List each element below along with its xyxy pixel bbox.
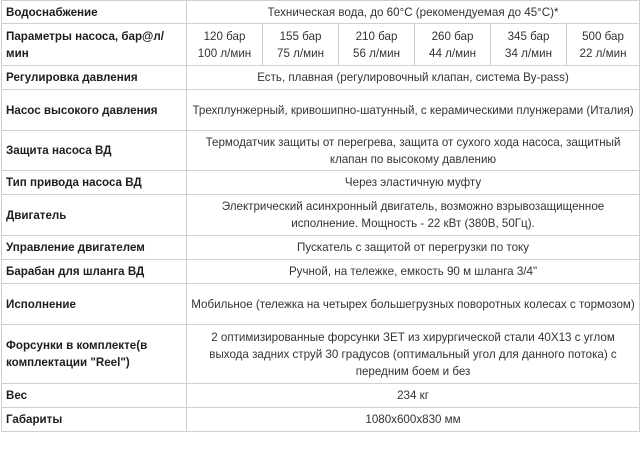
row-label: Форсунки в комплекте(в комплектации "Reel") xyxy=(2,325,187,384)
row-value: Есть, плавная (регулировочный клапан, система By-pass) xyxy=(187,66,640,90)
row-value: Мобильное (тележка на четырех большегрузных поворотных колесах с тормозом) xyxy=(187,284,640,325)
row-value: 2 оптимизированные форсунки ЗЕТ из хирургической стали 40X13 с углом выхода задних струй 30 градусов (оптимальный угол для данного потока) с передним боем и без xyxy=(187,325,640,384)
flow-value: 56 л/мин xyxy=(353,46,400,60)
row-value: Ручной, на тележке, емкость 90 м шланга 3/4" xyxy=(187,260,640,284)
table-row xyxy=(2,236,640,260)
row-label: Габариты xyxy=(2,408,187,432)
row-label: Вес xyxy=(2,384,187,408)
flow-value: 44 л/мин xyxy=(429,46,476,60)
pump-param-cell xyxy=(187,24,263,66)
flow-value: 75 л/мин xyxy=(277,46,324,60)
row-value: Термодатчик защиты от перегрева, защита от сухого хода насоса, защитный клапан по высокому давлению xyxy=(187,131,640,171)
table-row xyxy=(2,384,640,408)
row-label: Регулировка давления xyxy=(2,66,187,90)
pump-param-cell xyxy=(567,24,640,66)
row-value: 1080x600x830 мм xyxy=(187,408,640,432)
pump-param-cell xyxy=(263,24,339,66)
row-label: Параметры насоса, бар@л/мин xyxy=(2,24,187,66)
row-label: Управление двигателем xyxy=(2,236,187,260)
pressure-value: 210 бар xyxy=(355,29,398,43)
pressure-value: 500 бар xyxy=(582,29,624,43)
flow-value: 22 л/мин xyxy=(579,46,627,60)
pressure-value: 260 бар xyxy=(431,29,474,43)
table-row xyxy=(2,66,640,90)
row-label: Исполнение xyxy=(2,284,187,325)
pressure-value: 120 бар xyxy=(203,29,246,43)
table-row xyxy=(2,260,640,284)
row-value: Через эластичную муфту xyxy=(187,171,640,195)
row-label: Двигатель xyxy=(2,195,187,236)
pump-param-cell xyxy=(339,24,415,66)
pressure-value: 155 бар xyxy=(279,29,322,43)
pump-param-cell xyxy=(491,24,567,66)
table-row xyxy=(2,284,640,325)
pressure-value: 345 бар xyxy=(507,29,550,43)
table-row xyxy=(2,90,640,131)
row-label: Водоснабжение xyxy=(2,1,187,24)
row-value: Трехплунжерный, кривошипно-шатунный, с керамическими плунжерами (Италия) xyxy=(187,90,640,131)
row-value: Пускатель с защитой от перегрузки по току xyxy=(187,236,640,260)
pump-param-cell xyxy=(415,24,491,66)
row-label: Защита насоса ВД xyxy=(2,131,187,171)
row-label: Тип привода насоса ВД xyxy=(2,171,187,195)
row-value: Электрический асинхронный двигатель, возможно взрывозащищенное исполнение. Мощность - 22 кВт (380В, 50Гц). xyxy=(187,195,640,236)
specifications-table xyxy=(1,0,640,432)
row-value: Техническая вода, до 60°C (рекомендуемая до 45°C)* xyxy=(187,1,640,24)
table-row xyxy=(2,171,640,195)
table-row xyxy=(2,325,640,384)
row-label: Насос высокого давления xyxy=(2,90,187,131)
table-row xyxy=(2,408,640,432)
flow-value: 34 л/мин xyxy=(505,46,552,60)
table-row xyxy=(2,24,640,66)
table-row xyxy=(2,195,640,236)
row-value: 234 кг xyxy=(187,384,640,408)
table-row xyxy=(2,1,640,24)
table-row xyxy=(2,131,640,171)
flow-value: 100 л/мин xyxy=(197,46,252,60)
row-label: Барабан для шланга ВД xyxy=(2,260,187,284)
